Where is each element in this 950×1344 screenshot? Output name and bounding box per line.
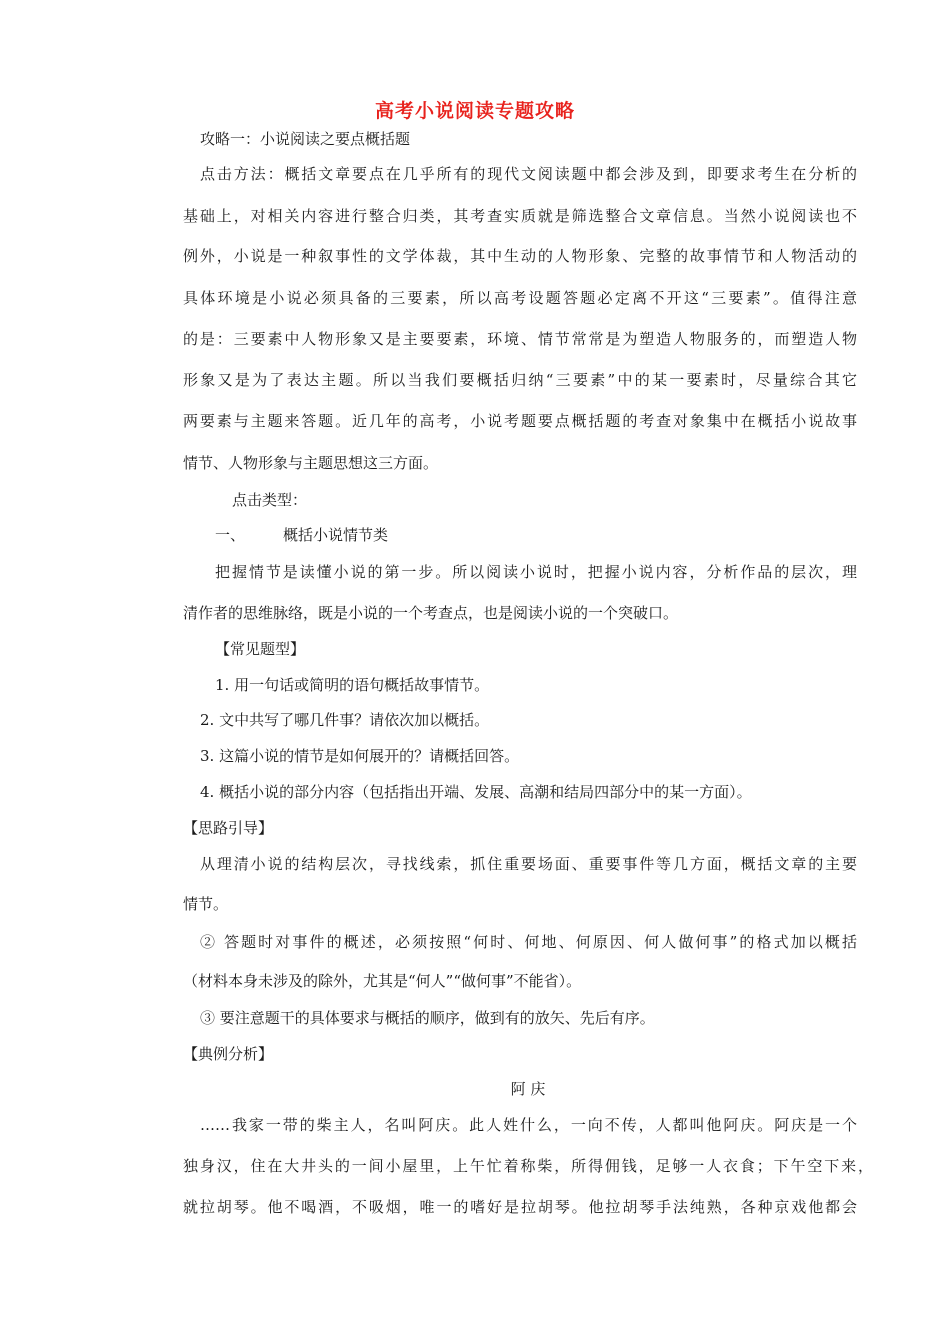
method-line: 情节、人物形象与主题思想这三方面。 <box>183 454 439 472</box>
method-line: 具体环境是小说必须具备的三要素，所以高考设题答题必定离不开这“三要素”。值得注意 <box>183 289 857 307</box>
method-line: 两要素与主题来答题。近几年的高考，小说考题要点概括题的考查对象集中在概括小说故事 <box>183 412 857 430</box>
guide-line: （材料本身未涉及的除外，尤其是“何人”“做何事”不能省）。 <box>183 972 582 990</box>
strategy-heading: 攻略一：小说阅读之要点概括题 <box>200 130 411 148</box>
section-number: 一、 <box>215 526 246 544</box>
guide-line: ② 答题时对事件的概述，必须按照“何时、何地、何原因、何人做何事”的格式加以概括 <box>200 933 857 951</box>
guide-line: 从理清小说的结构层次，寻找线索，抓住重要场面、重要事件等几方面，概括文章的主要 <box>200 855 857 873</box>
question-type-item: 1. 用一句话或简明的语句概括故事情节。 <box>215 676 490 694</box>
method-line: 形象又是为了表达主题。所以当我们要概括归纳“三要素”中的某一要素时，尽量综合其它 <box>183 371 857 389</box>
story-line: ……我家一带的柴主人，名叫阿庆。此人姓什么，一向不传，人都叫他阿庆。阿庆是一个 <box>200 1116 857 1134</box>
guide-line: 情节。 <box>183 895 229 913</box>
types-label: 点击类型： <box>232 491 308 509</box>
section-title: 概括小说情节类 <box>283 526 389 544</box>
document-title: 高考小说阅读专题攻略 <box>374 100 575 122</box>
example-label: 【典例分析】 <box>183 1045 274 1063</box>
guide-line: ③ 要注意题干的具体要求与概括的顺序，做到有的放矢、先后有序。 <box>200 1009 655 1027</box>
method-line: 基础上，对相关内容进行整合归类，其考查实质就是筛选整合文章信息。当然小说阅读也不 <box>183 207 857 225</box>
method-line: 点击方法：概括文章要点在几乎所有的现代文阅读题中都会涉及到，即要求考生在分析的 <box>200 165 857 183</box>
common-types-label: 【常见题型】 <box>215 640 306 658</box>
story-title: 阿 庆 <box>510 1080 546 1098</box>
question-type-item: 4. 概括小说的部分内容（包括指出开端、发展、高潮和结局四部分中的某一方面）。 <box>200 783 752 801</box>
story-line: 独身汉，住在大井头的一间小屋里，上午忙着称柴，所得佣钱，足够一人衣食；下午空下来， <box>183 1157 873 1175</box>
plot-line: 清作者的思维脉络，既是小说的一个考查点，也是阅读小说的一个突破口。 <box>183 604 679 622</box>
method-line: 的是：三要素中人物形象又是主要要素，环境、情节常常是为塑造人物服务的，而塑造人物 <box>183 330 857 348</box>
method-line: 例外，小说是一种叙事性的文学体裁，其中生动的人物形象、完整的故事情节和人物活动的 <box>183 247 857 265</box>
question-type-item: 3. 这篇小说的情节是如何展开的？请概括回答。 <box>200 747 520 765</box>
guide-label: 【思路引导】 <box>183 819 274 837</box>
question-type-item: 2. 文中共写了哪几件事？请依次加以概括。 <box>200 711 490 729</box>
story-line: 就拉胡琴。他不喝酒，不吸烟，唯一的嗜好是拉胡琴。他拉胡琴手法纯熟，各种京戏他都会 <box>183 1198 857 1216</box>
plot-line: 把握情节是读懂小说的第一步。所以阅读小说时，把握小说内容，分析作品的层次，理 <box>215 563 857 581</box>
